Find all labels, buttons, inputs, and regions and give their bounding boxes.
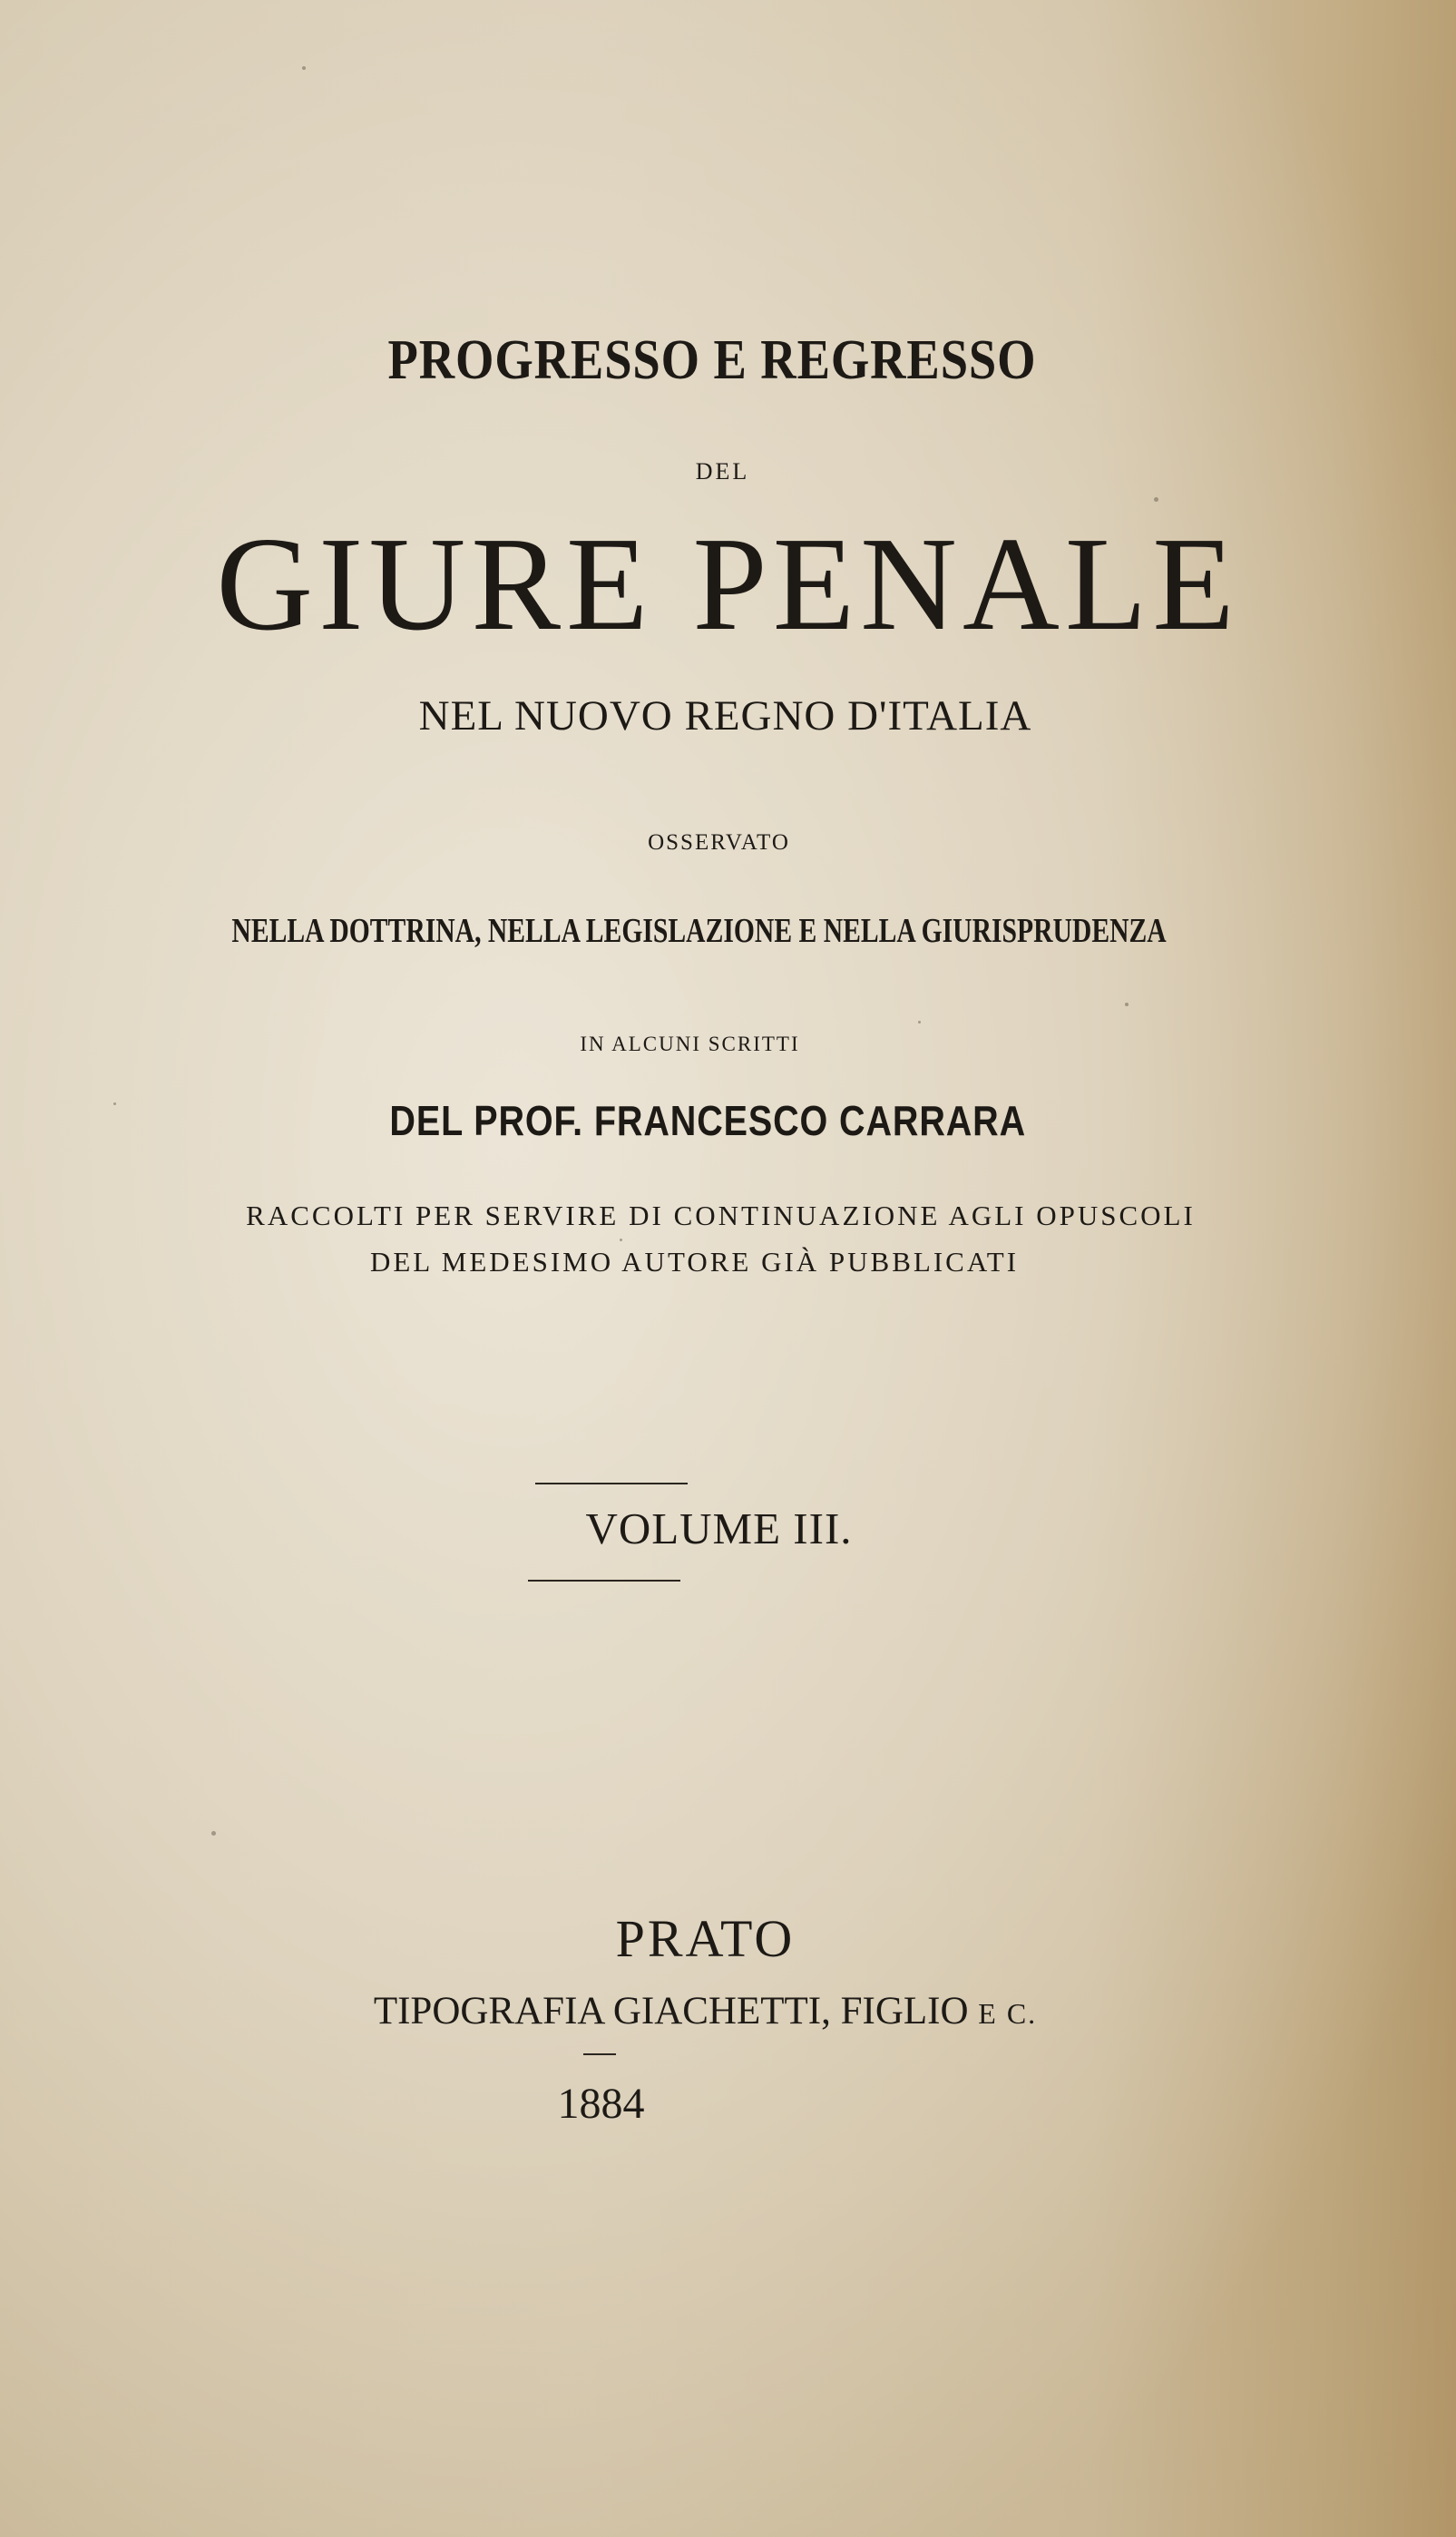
imprint-printer (0, 1989, 1433, 2033)
author-name: DEL PROF. FRANCESCO CARRARA (389, 1097, 1027, 1144)
paper-speck (918, 1021, 921, 1024)
volume-rule-bottom (528, 1580, 680, 1582)
volume-label: VOLUME III. (585, 1504, 853, 1553)
title-line-del: DEL (695, 458, 750, 485)
imprint-printer-main: TIPOGRAFIA GIACHETTI, FIGLIO (373, 1990, 969, 2033)
subtitle-regno: NEL NUOVO REGNO D'ITALIA (418, 692, 1032, 740)
paper-speck (1154, 497, 1158, 502)
volume-rule-top (535, 1483, 688, 1484)
paper-speck (302, 66, 306, 70)
subtitle-dottrina: NELLA DOTTRINA, NELLA LEGISLAZIONE E NELLA GIURISPRUDENZA (231, 912, 1167, 950)
imprint-printer-tail: E C. (978, 1997, 1038, 2030)
note-line-raccolti: RACCOLTI PER SERVIRE DI CONTINUAZIONE AGLI OPUSCOLI (246, 1200, 1196, 1231)
paper-speck (211, 1831, 216, 1836)
imprint-city: PRATO (615, 1909, 796, 1968)
note-line-medesimo: DEL MEDESIMO AUTORE GIÀ PUBBLICATI (369, 1246, 1020, 1278)
subtitle-osservato: OSSERVATO (648, 830, 790, 855)
paper-speck (620, 1239, 622, 1241)
imprint-dash (583, 2053, 616, 2055)
main-title: GIURE PENALE (216, 510, 1240, 659)
paper-speck (1125, 1003, 1129, 1006)
title-line-progresso: PROGRESSO E REGRESSO (387, 329, 1037, 391)
imprint-year: 1884 (557, 2080, 645, 2128)
subtitle-alcuni-scritti: IN ALCUNI SCRITTI (580, 1033, 800, 1055)
